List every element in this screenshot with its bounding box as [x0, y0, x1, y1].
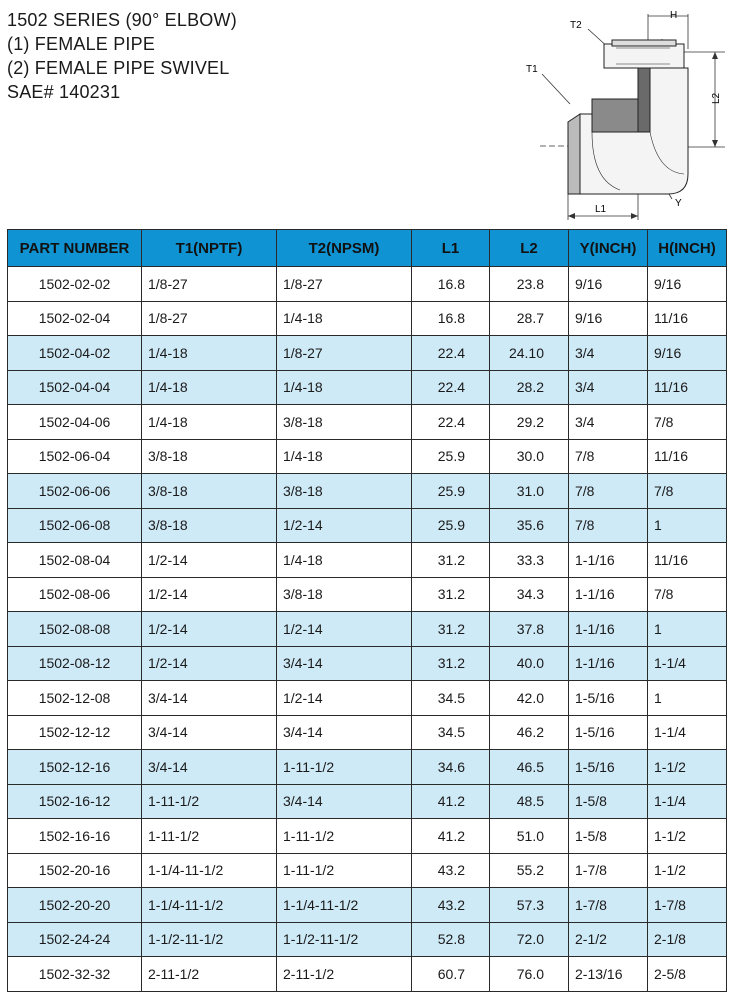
t2-cell: 3/4-14	[277, 784, 412, 819]
y-cell: 1-5/16	[569, 750, 648, 785]
t1-cell: 1/2-14	[142, 612, 277, 647]
l1-cell: 41.2	[412, 784, 490, 819]
table-row	[8, 888, 727, 923]
part-number-cell: 1502-08-08	[8, 612, 142, 647]
elbow-fitting-drawing	[520, 4, 725, 224]
table-row	[8, 543, 727, 578]
h-cell: 1-1/2	[648, 819, 727, 854]
t2-cell: 1/8-27	[277, 336, 412, 371]
l2-cell: 30.0	[490, 439, 569, 474]
y-cell: 7/8	[569, 439, 648, 474]
part-number-cell: 1502-06-08	[8, 508, 142, 543]
l1-cell: 34.5	[412, 715, 490, 750]
table-body	[8, 267, 727, 992]
y-cell: 1-5/16	[569, 715, 648, 750]
table-row	[8, 819, 727, 854]
l2-cell: 40.0	[490, 646, 569, 681]
l2-cell: 29.2	[490, 405, 569, 440]
t1-cell: 1-1/2-11-1/2	[142, 922, 277, 957]
y-cell: 3/4	[569, 405, 648, 440]
l2-cell: 48.5	[490, 784, 569, 819]
t2-cell: 3/4-14	[277, 715, 412, 750]
column-header-l2: L2	[490, 230, 569, 267]
t2-cell: 1/2-14	[277, 612, 412, 647]
table-row	[8, 750, 727, 785]
part-number-cell: 1502-16-12	[8, 784, 142, 819]
table-row	[8, 474, 727, 509]
h-cell: 11/16	[648, 543, 727, 578]
t1-cell: 3/8-18	[142, 508, 277, 543]
table-row	[8, 922, 727, 957]
h-cell: 1	[648, 508, 727, 543]
y-cell: 7/8	[569, 508, 648, 543]
part-number-cell: 1502-08-04	[8, 543, 142, 578]
y-cell: 7/8	[569, 474, 648, 509]
t1-cell: 1/8-27	[142, 301, 277, 336]
h-cell: 1-1/4	[648, 784, 727, 819]
l2-cell: 28.2	[490, 370, 569, 405]
document-header	[7, 8, 237, 104]
column-header-t2: T2(NPSM)	[277, 230, 412, 267]
t2-cell: 1/2-14	[277, 681, 412, 716]
part-number-cell: 1502-04-06	[8, 405, 142, 440]
t2-cell: 1/4-18	[277, 439, 412, 474]
l2-label: L2	[711, 92, 722, 104]
part-number-cell: 1502-20-20	[8, 888, 142, 923]
h-cell: 1-1/4	[648, 646, 727, 681]
column-header-l1: L1	[412, 230, 490, 267]
t1-cell: 1-1/4-11-1/2	[142, 888, 277, 923]
part-number-cell: 1502-24-24	[8, 922, 142, 957]
h-cell: 7/8	[648, 474, 727, 509]
l1-cell: 22.4	[412, 370, 490, 405]
t2-cell: 3/4-14	[277, 646, 412, 681]
y-cell: 1-1/16	[569, 612, 648, 647]
l1-cell: 31.2	[412, 543, 490, 578]
t1-cell: 1/2-14	[142, 577, 277, 612]
h-cell: 2-1/8	[648, 922, 727, 957]
y-cell: 2-1/2	[569, 922, 648, 957]
l2-cell: 42.0	[490, 681, 569, 716]
l2-cell: 23.8	[490, 267, 569, 302]
y-cell: 3/4	[569, 370, 648, 405]
part-number-cell: 1502-06-06	[8, 474, 142, 509]
t1-cell: 3/4-14	[142, 750, 277, 785]
y-cell: 1-5/8	[569, 819, 648, 854]
t1-label: T1	[526, 64, 538, 75]
column-header-y: Y(INCH)	[569, 230, 648, 267]
t1-cell: 1/4-18	[142, 370, 277, 405]
h-cell: 11/16	[648, 301, 727, 336]
t1-cell: 1/8-27	[142, 267, 277, 302]
description-line-2: (2) FEMALE PIPE SWIVEL	[7, 58, 230, 78]
column-header-h: H(INCH)	[648, 230, 727, 267]
l1-cell: 43.2	[412, 853, 490, 888]
l2-cell: 35.6	[490, 508, 569, 543]
part-number-cell: 1502-12-12	[8, 715, 142, 750]
l2-cell: 31.0	[490, 474, 569, 509]
t1-cell: 1/4-18	[142, 405, 277, 440]
l2-cell: 76.0	[490, 957, 569, 992]
l1-cell: 25.9	[412, 439, 490, 474]
y-cell: 1-7/8	[569, 853, 648, 888]
part-number-cell: 1502-08-12	[8, 646, 142, 681]
t2-cell: 3/8-18	[277, 405, 412, 440]
description-line-1: (1) FEMALE PIPE	[7, 34, 156, 54]
table-row	[8, 646, 727, 681]
t2-cell: 1-11-1/2	[277, 819, 412, 854]
l2-cell: 51.0	[490, 819, 569, 854]
t1-cell: 3/8-18	[142, 474, 277, 509]
y-cell: 9/16	[569, 301, 648, 336]
l1-cell: 25.9	[412, 474, 490, 509]
part-number-cell: 1502-02-04	[8, 301, 142, 336]
part-number-cell: 1502-12-08	[8, 681, 142, 716]
h-cell: 7/8	[648, 577, 727, 612]
part-number-cell: 1502-08-06	[8, 577, 142, 612]
h-cell: 1-1/2	[648, 853, 727, 888]
series-title: 1502 SERIES (90° ELBOW)	[7, 10, 237, 30]
t1-cell: 1/2-14	[142, 543, 277, 578]
h-cell: 1-7/8	[648, 888, 727, 923]
t2-cell: 1/4-18	[277, 301, 412, 336]
y-cell: 2-13/16	[569, 957, 648, 992]
t1-cell: 1/2-14	[142, 646, 277, 681]
table-row	[8, 301, 727, 336]
l1-cell: 60.7	[412, 957, 490, 992]
l1-cell: 22.4	[412, 336, 490, 371]
h-cell: 1	[648, 612, 727, 647]
l2-cell: 72.0	[490, 922, 569, 957]
part-number-cell: 1502-12-16	[8, 750, 142, 785]
y-cell: 3/4	[569, 336, 648, 371]
l2-cell: 46.5	[490, 750, 569, 785]
sae-number: SAE# 140231	[7, 82, 121, 102]
part-number-cell: 1502-06-04	[8, 439, 142, 474]
l1-cell: 43.2	[412, 888, 490, 923]
table-row	[8, 267, 727, 302]
table-header-row	[8, 230, 727, 267]
l1-cell: 41.2	[412, 819, 490, 854]
table-row	[8, 715, 727, 750]
t1-cell: 1-1/4-11-1/2	[142, 853, 277, 888]
h-cell: 11/16	[648, 439, 727, 474]
part-number-cell: 1502-16-16	[8, 819, 142, 854]
t2-cell: 1/2-14	[277, 508, 412, 543]
h-cell: 9/16	[648, 336, 727, 371]
table-row	[8, 370, 727, 405]
t1-cell: 1/4-18	[142, 336, 277, 371]
part-number-cell: 1502-04-04	[8, 370, 142, 405]
table-row	[8, 336, 727, 371]
y-label: Y	[675, 198, 682, 209]
h-cell: 7/8	[648, 405, 727, 440]
l1-cell: 31.2	[412, 646, 490, 681]
t1-cell: 1-11-1/2	[142, 819, 277, 854]
t2-cell: 1/8-27	[277, 267, 412, 302]
l2-cell: 55.2	[490, 853, 569, 888]
t2-cell: 3/8-18	[277, 474, 412, 509]
l1-cell: 16.8	[412, 301, 490, 336]
l1-cell: 31.2	[412, 612, 490, 647]
y-cell: 1-1/16	[569, 543, 648, 578]
h-cell: 1-1/2	[648, 750, 727, 785]
t2-cell: 3/8-18	[277, 577, 412, 612]
y-cell: 1-1/16	[569, 646, 648, 681]
l2-cell: 46.2	[490, 715, 569, 750]
part-number-cell: 1502-32-32	[8, 957, 142, 992]
column-header-t1: T1(NPTF)	[142, 230, 277, 267]
l2-cell: 24.10	[490, 336, 569, 371]
t2-cell: 1-11-1/2	[277, 750, 412, 785]
l2-cell: 37.8	[490, 612, 569, 647]
t1-cell: 1-11-1/2	[142, 784, 277, 819]
l1-cell: 25.9	[412, 508, 490, 543]
t2-cell: 1-1/2-11-1/2	[277, 922, 412, 957]
table-row	[8, 439, 727, 474]
table-row	[8, 853, 727, 888]
t2-cell: 1-1/4-11-1/2	[277, 888, 412, 923]
l1-cell: 22.4	[412, 405, 490, 440]
t2-label: T2	[570, 20, 582, 31]
dimensions-table	[7, 229, 727, 992]
t1-cell: 2-11-1/2	[142, 957, 277, 992]
y-cell: 9/16	[569, 267, 648, 302]
t2-cell: 1-11-1/2	[277, 853, 412, 888]
l2-cell: 34.3	[490, 577, 569, 612]
table-row	[8, 681, 727, 716]
l1-label: L1	[595, 204, 607, 215]
y-cell: 1-7/8	[569, 888, 648, 923]
y-cell: 1-5/16	[569, 681, 648, 716]
l2-cell: 28.7	[490, 301, 569, 336]
part-number-cell: 1502-20-16	[8, 853, 142, 888]
h-cell: 2-5/8	[648, 957, 727, 992]
l2-cell: 57.3	[490, 888, 569, 923]
l2-cell: 33.3	[490, 543, 569, 578]
table-row	[8, 957, 727, 992]
part-number-cell: 1502-02-02	[8, 267, 142, 302]
h-cell: 11/16	[648, 370, 727, 405]
h-cell: 1	[648, 681, 727, 716]
table-row	[8, 508, 727, 543]
table-row	[8, 784, 727, 819]
y-cell: 1-1/16	[569, 577, 648, 612]
table-row	[8, 612, 727, 647]
l1-cell: 16.8	[412, 267, 490, 302]
t2-cell: 1/4-18	[277, 543, 412, 578]
h-cell: 1-1/4	[648, 715, 727, 750]
column-header-part-number: PART NUMBER	[8, 230, 142, 267]
t2-cell: 1/4-18	[277, 370, 412, 405]
l1-cell: 52.8	[412, 922, 490, 957]
t1-cell: 3/4-14	[142, 681, 277, 716]
t1-cell: 3/4-14	[142, 715, 277, 750]
t1-cell: 3/8-18	[142, 439, 277, 474]
h-label: H	[670, 10, 678, 21]
l1-cell: 34.5	[412, 681, 490, 716]
t2-cell: 2-11-1/2	[277, 957, 412, 992]
l1-cell: 34.6	[412, 750, 490, 785]
y-cell: 1-5/8	[569, 784, 648, 819]
l1-cell: 31.2	[412, 577, 490, 612]
table-row	[8, 405, 727, 440]
h-cell: 9/16	[648, 267, 727, 302]
part-number-cell: 1502-04-02	[8, 336, 142, 371]
table-row	[8, 577, 727, 612]
